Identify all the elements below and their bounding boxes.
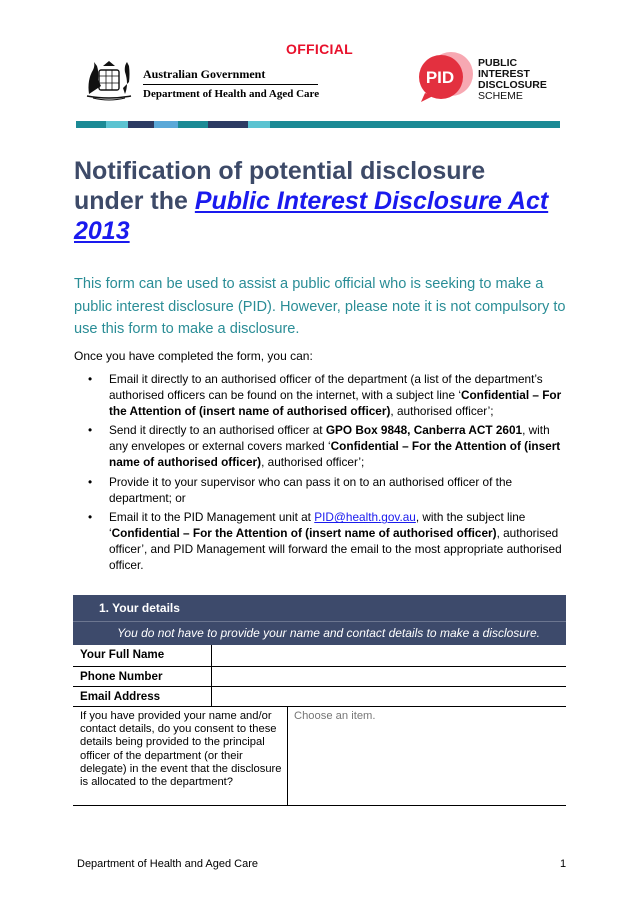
color-segment	[128, 121, 154, 128]
pid-scheme-line: DISCLOSURE	[478, 79, 547, 91]
intro-paragraph: This form can be used to assist a public official who is seeking to make a public interest disclosure (PID). However, please note it is not compulsory to use this form to make a disclosure.	[74, 276, 566, 337]
bullet-bold: Confidential – For the Attention of (insert name of authorised officer)	[109, 439, 561, 469]
pid-email-link[interactable]: PID@health.gov.au	[314, 510, 416, 525]
bullet-text: Provide it to your supervisor who can pass it on to an authorised officer of the department; or	[109, 474, 513, 505]
list-item	[74, 510, 569, 573]
pid-scheme-line: SCHEME	[478, 90, 523, 102]
divider	[211, 687, 212, 706]
color-segment	[154, 121, 178, 128]
pid-badge-text: PID	[425, 68, 455, 87]
section-subheading-text: You do not have to provide your name and contact details to make a disclosure.	[117, 626, 540, 640]
pid-scheme-line: PUBLIC	[478, 57, 518, 69]
bullet-bold: Confidential – For the Attention of (insert name of authorised officer)	[109, 387, 562, 418]
coat-of-arms-icon	[79, 56, 139, 102]
divider	[211, 667, 212, 686]
phone-row[interactable]	[73, 667, 566, 687]
divider	[211, 645, 212, 666]
title-line1: Notification of potential disclosure	[74, 157, 486, 185]
email-row[interactable]	[73, 687, 566, 707]
pid-scheme-name	[478, 58, 547, 102]
bullet-text: , authorised officer’;	[390, 403, 494, 418]
bullet-bold: GPO Box 9848, Canberra ACT 2601	[325, 423, 523, 438]
options-list	[74, 372, 569, 578]
color-segment	[106, 121, 128, 128]
section-heading-text: 1. Your details	[99, 601, 180, 615]
act-link[interactable]: Public Interest Disclosure Act 2013	[74, 187, 549, 245]
list-item	[74, 372, 569, 419]
section-heading	[73, 595, 566, 621]
consent-row	[73, 707, 566, 806]
full-name-label: Your Full Name	[80, 648, 165, 661]
footer-department: Department of Health and Aged Care	[77, 858, 259, 870]
list-item	[74, 475, 569, 507]
color-segment	[270, 121, 560, 128]
phone-label: Phone Number	[80, 670, 163, 683]
color-segment	[208, 121, 248, 128]
consent-question: If you have provided your name and/or contact details, do you consent to these details being provided to the principal officer of the department (or their delegate) in the event that the disclosure is allocated to the department?	[80, 710, 282, 789]
title-prefix: under the	[74, 187, 195, 215]
full-name-row[interactable]	[73, 645, 566, 667]
bullet-text: , authorised officer’, and PID Management will forward the email to the most appropriate authorised officer.	[109, 526, 562, 572]
section-subheading	[73, 621, 566, 645]
bullet-text: Email it directly to an authorised officer of the department (a list of the department’s authorised officers can be found on the internet, with a subject line ‘	[109, 372, 543, 402]
color-segment	[76, 121, 106, 128]
divider	[143, 84, 318, 85]
bullet-text: , with the subject line ‘	[109, 510, 526, 541]
color-segment	[178, 121, 208, 128]
bullet-text: Send it directly to an authorised officer at	[109, 423, 326, 438]
list-item	[74, 423, 569, 470]
pid-logo-icon	[415, 51, 477, 103]
divider	[287, 707, 288, 805]
pid-scheme-line: INTEREST	[478, 68, 530, 80]
bullet-text: Email it to the PID Management unit at	[109, 510, 315, 525]
color-segment	[248, 121, 270, 128]
bullet-text: , authorised officer’;	[261, 454, 365, 469]
government-name: Australian Government	[143, 67, 266, 81]
page-title	[74, 156, 574, 246]
email-label: Email Address	[80, 690, 161, 703]
bullet-bold: Confidential – For the Attention of (insert name of authorised officer)	[111, 526, 497, 541]
consent-dropdown[interactable]: Choose an item.	[294, 710, 376, 722]
department-name: Department of Health and Aged Care	[143, 88, 320, 100]
page-number: 1	[560, 858, 567, 870]
lead-text: Once you have completed the form, you can:	[74, 349, 313, 363]
bullet-text: , with any envelopes or external covers marked ‘	[109, 423, 550, 454]
classification-marking: OFFICIAL	[286, 41, 353, 57]
header-color-bar	[76, 121, 560, 128]
